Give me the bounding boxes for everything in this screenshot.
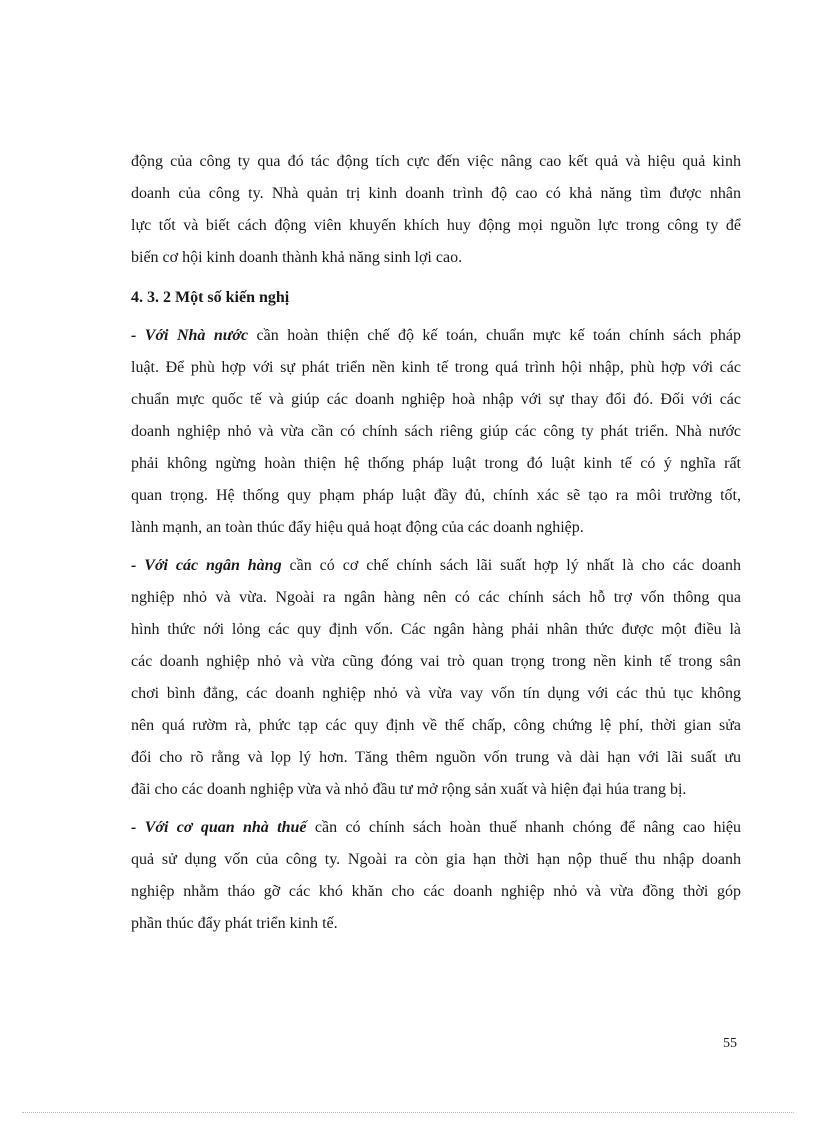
page-number: 55 bbox=[723, 1036, 737, 1051]
text-line bbox=[131, 812, 741, 844]
text-line: các doanh nghiệp nhỏ và vừa cũng đóng vai trò quan trọng trong nền kinh tế trong sân bbox=[131, 653, 741, 670]
text-line: đổi cho rõ rằng và lọp lý hơn. Tăng thêm nguồn vốn trung và dài hạn với lãi suất ưu bbox=[131, 749, 741, 766]
text-line: nên quá rườm rà, phức tạp các quy định về thế chấp, công chứng lệ phí, thời gian sửa bbox=[131, 717, 741, 734]
text-line: phải không ngừng hoàn thiện hệ thống pháp luật trong đó luật kinh tế có ý nghĩa rất bbox=[131, 455, 741, 472]
text-line: chơi bình đẳng, các doanh nghiệp nhỏ và vừa vay vốn tín dụng với các thủ tục không bbox=[131, 685, 741, 702]
paragraph-lead: - Với các ngân hàng bbox=[131, 557, 282, 574]
section-heading: 4. 3. 2 Một số kiến nghị bbox=[131, 289, 290, 306]
text-line: động của công ty qua đó tác động tích cực đến việc nâng cao kết quả và hiệu quả kinh bbox=[131, 153, 741, 170]
document-body bbox=[131, 146, 741, 946]
paragraph-lead: - Với cơ quan nhà thuế bbox=[131, 819, 307, 836]
text-line: nghiệp nhỏ và vừa. Ngoài ra ngân hàng nên có các chính sách hỗ trợ vốn thông qua bbox=[131, 589, 741, 606]
text-line: luật. Để phù hợp với sự phát triển nền kinh tế trong quá trình hội nhập, phù hợp với các bbox=[131, 359, 741, 376]
text-line: quả sử dụng vốn của công ty. Ngoài ra còn gia hạn thời hạn nộp thuế thu nhập doanh bbox=[131, 851, 741, 868]
text-line: lành mạnh, an toàn thúc đẩy hiệu quả hoạt động của các doanh nghiệp. bbox=[131, 519, 584, 536]
text-line: doanh nghiệp nhỏ và vừa cần có chính sách riêng giúp các công ty phát triển. Nhà nước bbox=[131, 423, 741, 440]
text-line: lực tốt và biết cách động viên khuyến khích huy động mọi nguồn lực trong công ty để bbox=[131, 217, 741, 234]
text-line bbox=[131, 320, 741, 352]
recommendation-state bbox=[131, 320, 741, 544]
text-line: hình thức nới lỏng các quy định vốn. Các ngân hàng phải nhân thức được một điều là bbox=[131, 621, 741, 638]
paragraph-first-line: cần hoàn thiện chế độ kế toán, chuẩn mực kế toán chính sách pháp bbox=[248, 327, 742, 344]
text-line bbox=[131, 550, 741, 582]
footer-divider bbox=[22, 1112, 794, 1113]
text-line: phần thúc đẩy phát triển kinh tế. bbox=[131, 915, 338, 932]
intro-paragraph bbox=[131, 146, 741, 274]
text-line: đãi cho các doanh nghiệp vừa và nhỏ đầu tư mở rộng sản xuất và hiện đại húa trang bị. bbox=[131, 781, 687, 798]
recommendation-banks bbox=[131, 550, 741, 806]
recommendation-tax bbox=[131, 812, 741, 940]
text-line: chuẩn mực quốc tế và giúp các doanh nghiệp hoà nhập với sự thay đổi đó. Đối với các bbox=[131, 391, 741, 408]
text-line: quan trọng. Hệ thống quy phạm pháp luật đầy đủ, chính xác sẽ tạo ra môi trường tốt, bbox=[131, 487, 741, 504]
paragraph-first-line: cần có chính sách hoàn thuế nhanh chóng để nâng cao hiệu bbox=[306, 819, 741, 836]
text-line: doanh của công ty. Nhà quản trị kinh doanh trình độ cao có khả năng tìm được nhân bbox=[131, 185, 741, 202]
paragraph-first-line: cần có cơ chế chính sách lãi suất hợp lý nhất là cho các doanh bbox=[281, 557, 742, 574]
text-line: biến cơ hội kinh doanh thành khả năng sinh lợi cao. bbox=[131, 249, 463, 266]
text-line: nghiệp nhằm tháo gỡ các khó khăn cho các doanh nghiệp nhỏ và vừa đồng thời góp bbox=[131, 883, 741, 900]
paragraph-lead: - Với Nhà nước bbox=[131, 327, 249, 344]
